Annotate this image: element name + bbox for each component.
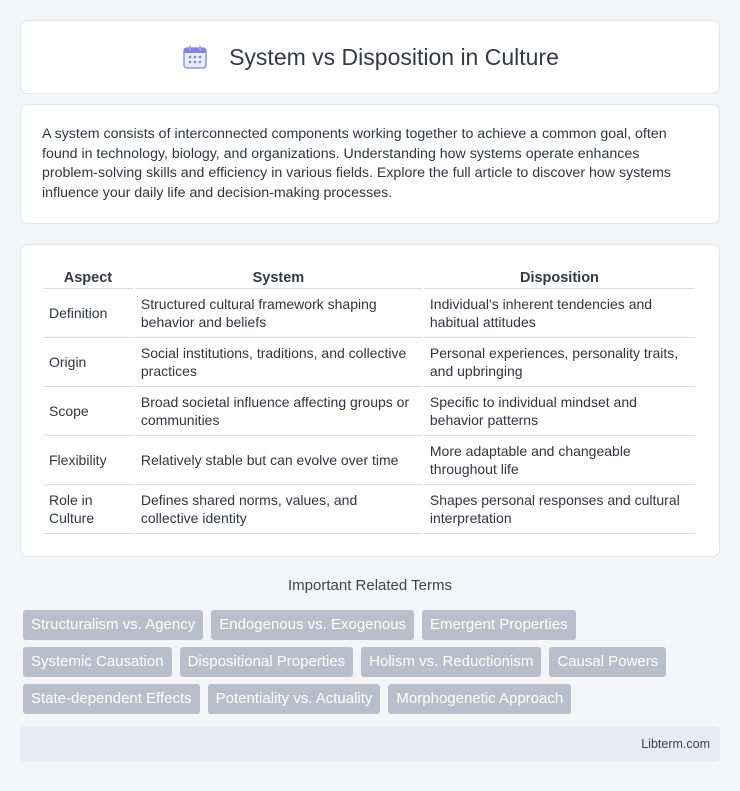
footer: [20, 727, 720, 761]
tag-row: [23, 684, 723, 714]
page-title: System vs Disposition in Culture: [229, 43, 559, 70]
cell-aspect: Flexibility: [43, 436, 133, 485]
tag-link[interactable]: Causal Powers: [549, 647, 666, 677]
cell-system: Defines shared norms, values, and collective identity: [135, 485, 422, 534]
tag-link[interactable]: State-dependent Effects: [23, 684, 200, 714]
cell-aspect: Definition: [43, 289, 133, 338]
cell-aspect: Origin: [43, 338, 133, 387]
table-header-row: [43, 265, 695, 289]
related-terms-tags: [23, 610, 723, 721]
header-card: [20, 20, 720, 94]
cell-disposition: Specific to individual mindset and behavior patterns: [424, 387, 695, 436]
tag-link[interactable]: Systemic Causation: [23, 647, 172, 677]
tag-link[interactable]: Structuralism vs. Agency: [23, 610, 203, 640]
intro-paragraph: A system consists of interconnected components working together to achieve a common goal, often found in technology, biology, and organizations. Understanding how systems operate enhances problem-solving skills and efficiency in various fields. Explore the full article to discover how systems influence your daily life and decision-making processes.: [42, 126, 671, 201]
tag-link[interactable]: Potentiality vs. Actuality: [208, 684, 381, 714]
cell-aspect: Role in Culture: [43, 485, 133, 534]
comparison-table-card: [20, 244, 720, 557]
cell-system: Broad societal influence affecting groups or communities: [135, 387, 422, 436]
cell-system: Structured cultural framework shaping behavior and beliefs: [135, 289, 422, 338]
cell-system: Relatively stable but can evolve over time: [135, 436, 422, 485]
table-row: [43, 338, 695, 387]
header-disposition: Disposition: [424, 265, 695, 289]
tag-link[interactable]: Emergent Properties: [422, 610, 576, 640]
cell-disposition: Individual's inherent tendencies and habitual attitudes: [424, 289, 695, 338]
footer-site-link[interactable]: Libterm.com: [641, 737, 710, 751]
table-row: [43, 485, 695, 534]
header-system: System: [135, 265, 422, 289]
tag-row: [23, 647, 723, 677]
tag-link[interactable]: Endogenous vs. Exogenous: [211, 610, 414, 640]
table-row: [43, 289, 695, 338]
intro-card: [20, 104, 720, 224]
calendar-icon: [181, 43, 209, 71]
cell-disposition: Shapes personal responses and cultural interpretation: [424, 485, 695, 534]
tag-link[interactable]: Morphogenetic Approach: [388, 684, 571, 714]
cell-aspect: Scope: [43, 387, 133, 436]
tag-row: [23, 610, 723, 640]
cell-system: Social institutions, traditions, and collective practices: [135, 338, 422, 387]
tag-link[interactable]: Holism vs. Reductionism: [361, 647, 541, 677]
cell-disposition: Personal experiences, personality traits, and upbringing: [424, 338, 695, 387]
comparison-table: [41, 265, 697, 534]
tag-link[interactable]: Dispositional Properties: [180, 647, 354, 677]
cell-disposition: More adaptable and changeable throughout life: [424, 436, 695, 485]
table-row: [43, 387, 695, 436]
table-row: [43, 436, 695, 485]
related-terms-title: Important Related Terms: [288, 577, 452, 594]
header-aspect: Aspect: [43, 265, 133, 289]
